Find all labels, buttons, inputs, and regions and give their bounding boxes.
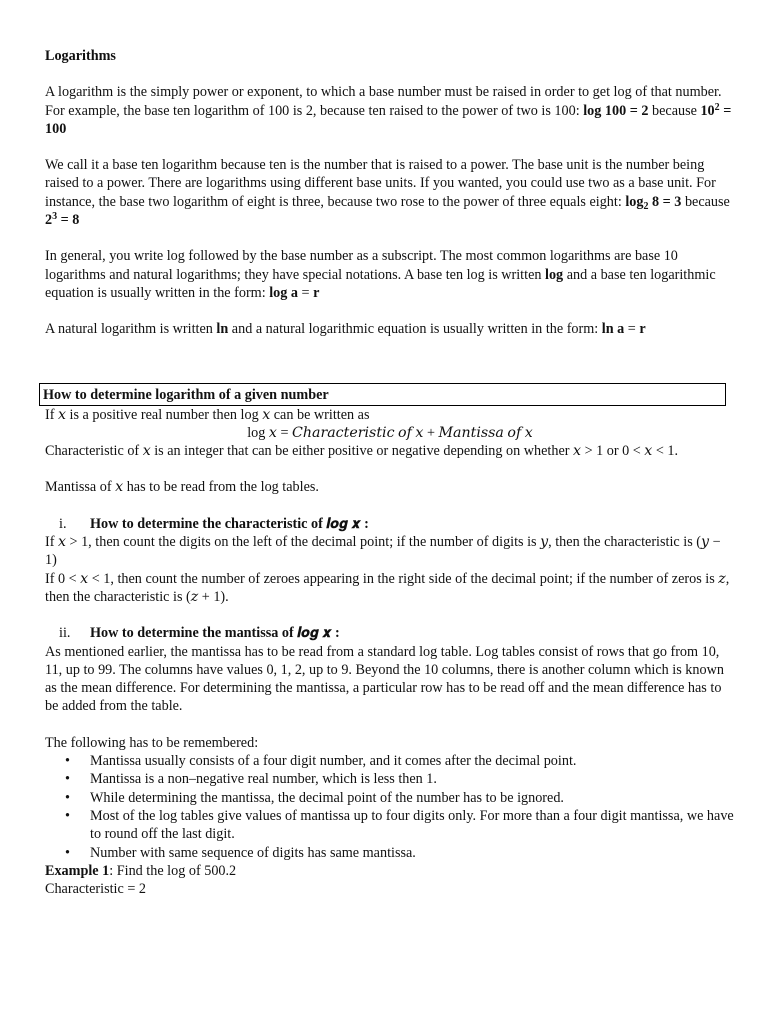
bullet-icon: •	[65, 844, 70, 861]
superscript: 3	[52, 211, 58, 223]
example-line: Example 1: Find the log of 500.2	[45, 862, 237, 879]
text-bold: $10^2 = 100$	[45, 101, 732, 137]
remember-list	[45, 752, 735, 862]
paragraph-natural-log	[45, 320, 735, 338]
example-label: Example 1	[45, 862, 110, 879]
text-bold: ln	[216, 321, 229, 338]
list-item: • Mantissa usually consists of a four digit number, and it comes after the decimal point.	[65, 753, 577, 770]
paragraph-definition	[45, 83, 735, 138]
log-formula: log 𝑥 = 𝐶ℎ𝑎𝑟𝑎𝑐𝑡𝑒𝑟𝑖𝑠𝑡𝑖𝑐 𝑜𝑓 𝑥 + 𝑀𝑎𝑛𝑡𝑖𝑠𝑠𝑎 𝑜𝑓 𝑥	[247, 424, 533, 441]
paragraph-general	[45, 247, 735, 302]
section-heading-box	[39, 383, 726, 406]
bullet-icon: •	[65, 789, 70, 806]
text-bold: $2^3 = 8$	[45, 211, 80, 229]
list-number: ii.	[59, 625, 71, 642]
text-bold: log	[545, 266, 564, 283]
text: because	[681, 193, 730, 210]
mantissa-heading	[45, 624, 735, 642]
section-heading: How to determine logarithm of a given number	[43, 386, 329, 403]
bullet-icon: •	[65, 771, 70, 788]
mantissa-definition: Mantissa of 𝑥 has to be read from the log tables.	[45, 479, 319, 496]
text: and a natural logarithmic equation is usually written in the form:	[228, 321, 602, 338]
text-bold: How to determine the mantissa of 𝒍𝒐𝒈 𝒙 :	[90, 625, 340, 642]
text-bold: log a	[269, 284, 298, 301]
text: =	[624, 321, 640, 338]
text-bold: r	[639, 321, 646, 338]
document-page	[45, 47, 735, 898]
text-bold: $\log_2 8 = 3$	[625, 193, 682, 212]
list-item: • While determining the mantissa, the decimal point of the number has to be ignored.	[65, 789, 564, 806]
paragraph-base-ten	[45, 156, 735, 229]
text: We call it a base ten logarithm because ten is the number that is raised to a power. The base unit is the number being raised to a power. There are logarithms using different base units. If you wanted, you could use two as a base unit. For instance, the base two logarithm of eight is three, because two rose to the power of three equals eight:	[45, 157, 716, 210]
characteristic-definition: Characteristic of 𝑥 is an integer that can be either positive or negative depending on whether 𝑥 > 1 or 0 < 𝑥 < 1.	[45, 443, 679, 460]
list-item: • Number with same sequence of digits has same mantissa.	[65, 844, 416, 861]
mantissa-paragraph: As mentioned earlier, the mantissa has to be read from a standard log table. Log tables consist of rows that go from 10, 11, up to 99. The columns have values 0, 1, 2, up to 9. Beyond the 10 columns, there is another column which is known as the mean difference. For determining the mantissa, a particular row has to be read off and the mean difference has to be added from the table.	[45, 643, 724, 715]
superscript: 2	[714, 101, 720, 113]
subscript: 2	[643, 200, 649, 212]
bullet-icon: •	[65, 807, 70, 824]
characteristic-rule-2: If 0 < 𝑥 < 1, then count the number of zeroes appearing in the right side of the decimal point; if the number of zeros is 𝑧, then the characteristic is (𝑧 + 1).	[45, 570, 730, 605]
list-number: i.	[59, 515, 67, 532]
text-bold: How to determine the characteristic of 𝒍𝒐𝒈 𝒙 :	[90, 515, 369, 532]
remember-intro: The following has to be remembered:	[45, 734, 259, 751]
section-intro: If 𝑥 is a positive real number then log 𝑥 can be written as	[45, 406, 370, 423]
text: =	[297, 284, 314, 301]
list-item: • Most of the log tables give values of mantissa up to four digits only. For more than a four digit mantissa, we have to round off the last digit.	[65, 807, 734, 843]
characteristic-rule-1: If 𝑥 > 1, then count the digits on the left of the decimal point; if the number of digits is 𝑦, then the characteristic is (𝑦 − 1)	[45, 534, 721, 569]
text-bold: ln a	[601, 321, 625, 338]
text: and a base ten logarithmic equation is usually written in the form:	[45, 266, 716, 301]
text-bold: log 100 = 2	[583, 102, 649, 119]
text-bold: r	[313, 284, 320, 301]
text: In general, you write log followed by the base number as a subscript. The most common logarithms are base 10 logarithms and natural logarithms; they have special notations. A base ten log is written	[45, 248, 678, 283]
text: A natural logarithm is written	[45, 321, 217, 338]
text: because	[648, 102, 701, 119]
characteristic-heading	[45, 515, 735, 533]
list-item: • Mantissa is a non–negative real number, which is less then 1.	[65, 771, 437, 788]
text: A logarithm is the simply power or exponent, to which a base number must be raised in order to get log of that number. For example, the base ten logarithm of 100 is 2, because ten raised to the power of two is 100:	[45, 84, 722, 119]
example-characteristic: Characteristic = 2	[45, 881, 146, 898]
bullet-icon: •	[65, 753, 70, 770]
page-title: Logarithms	[45, 48, 116, 64]
